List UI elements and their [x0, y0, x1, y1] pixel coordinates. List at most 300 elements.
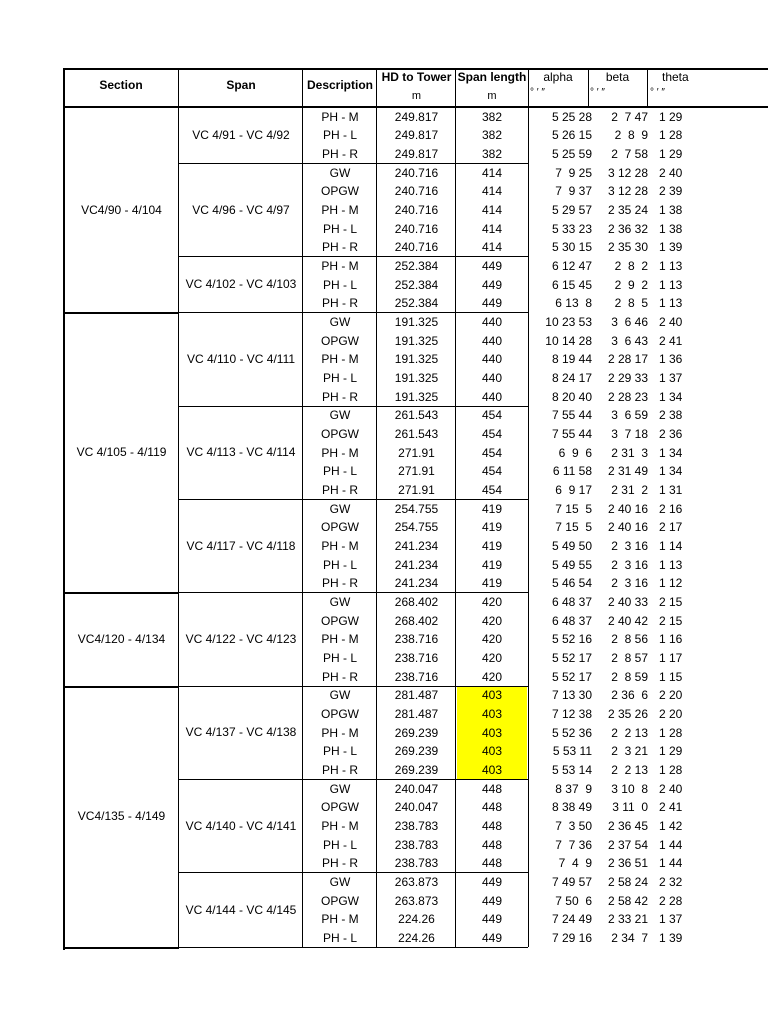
hd-to-tower-cell: 268.402 [394, 594, 439, 609]
description-cell: PH - M [321, 725, 359, 740]
group-top-border [302, 312, 378, 313]
alpha-cell: 6 12 47 [551, 258, 592, 273]
description-cell: PH - M [321, 352, 359, 367]
alpha-cell: 5 33 23 [551, 221, 592, 236]
description-left-border [302, 686, 303, 779]
description-cell: PH - L [322, 464, 357, 479]
alpha-cell: 8 19 44 [551, 352, 592, 367]
hd-to-tower-cell: 263.873 [394, 893, 439, 908]
hd-to-tower-cell: 241.234 [394, 538, 439, 553]
beta-cell: 2 29 33 [607, 370, 648, 385]
header-description: Description [306, 78, 373, 92]
description-cell: PH - L [322, 650, 357, 665]
section-cell: VC4/135 - 4/149 [77, 809, 166, 824]
beta-cell: 2 2 13 [611, 725, 648, 740]
hd-to-tower-cell: 238.783 [394, 856, 439, 871]
span-left-border [178, 779, 179, 872]
theta-cell: 1 39 [659, 240, 683, 255]
description-cell: PH - M [321, 109, 359, 124]
span-length-cell: 403 [481, 706, 503, 721]
span-length-cell: 440 [481, 333, 503, 348]
hd-to-tower-cell: 191.325 [394, 370, 439, 385]
beta-cell: 3 11 0 [612, 800, 648, 815]
beta-cell: 2 28 23 [607, 389, 648, 404]
span-length-cell: 414 [481, 184, 503, 199]
section-bottom-border [63, 312, 179, 314]
hd-to-tower-cell: 191.325 [394, 352, 439, 367]
span-length-cell: 449 [481, 296, 503, 311]
theta-cell: 1 29 [659, 109, 683, 124]
beta-cell: 2 8 9 [614, 128, 648, 143]
header-divider [376, 68, 377, 108]
description-cell: PH - M [321, 632, 359, 647]
header-divider [178, 68, 179, 108]
description-cell: OPGW [321, 613, 359, 628]
span-left-border [178, 499, 179, 592]
row-group-bottom-border [378, 947, 528, 948]
hd-to-tower-cell: 271.91 [398, 464, 435, 479]
span-length-cell: 419 [481, 538, 503, 553]
description-cell: OPGW [321, 706, 359, 721]
hd-to-tower-cell: 240.716 [394, 165, 439, 180]
hd-left-border [376, 872, 377, 947]
header-alpha-dms: ° ′ ″ [530, 87, 545, 98]
description-cell: PH - R [322, 482, 358, 497]
length-left-border [455, 256, 456, 312]
header-divider [647, 68, 648, 108]
description-cell: PH - M [321, 202, 359, 217]
alpha-cell: 8 24 17 [551, 370, 592, 385]
span-length-cell: 440 [481, 389, 503, 404]
span-length-cell: 403 [481, 762, 503, 777]
span-length-cell: 414 [481, 240, 503, 255]
span-length-cell: 454 [481, 482, 503, 497]
length-left-border [455, 406, 456, 499]
theta-cell: 1 42 [659, 818, 683, 833]
span-length-cell: 449 [481, 912, 503, 927]
alpha-cell: 7 50 6 [555, 893, 592, 908]
hd-to-tower-cell: 224.26 [398, 912, 435, 927]
beta-cell: 3 12 28 [607, 184, 648, 199]
theta-cell: 2 40 [659, 781, 683, 796]
beta-cell: 2 34 7 [611, 930, 648, 945]
hd-to-tower-cell: 261.543 [394, 426, 439, 441]
theta-cell: 2 20 [659, 706, 683, 721]
alpha-cell: 10 23 53 [545, 314, 592, 329]
hd-to-tower-cell: 241.234 [394, 576, 439, 591]
beta-cell: 3 6 43 [611, 333, 648, 348]
span-length-cell: 454 [481, 408, 503, 423]
span-length-cell: 414 [481, 221, 503, 236]
theta-cell: 1 31 [659, 482, 683, 497]
span-length-cell: 382 [481, 146, 503, 161]
beta-cell: 2 33 21 [607, 912, 648, 927]
span-length-cell: 420 [481, 632, 503, 647]
alpha-cell: 5 49 50 [551, 538, 592, 553]
span-length-cell: 419 [481, 576, 503, 591]
description-cell: OPGW [321, 893, 359, 908]
span-length-cell: 454 [481, 445, 503, 460]
description-cell: PH - L [322, 557, 357, 572]
hd-to-tower-cell: 238.716 [394, 669, 439, 684]
theta-cell: 1 13 [659, 557, 683, 572]
beta-cell: 3 12 28 [607, 165, 648, 180]
span-length-cell: 420 [481, 669, 503, 684]
description-cell: PH - L [322, 930, 357, 945]
section-cell: VC4/120 - 4/134 [77, 632, 166, 647]
theta-cell: 1 34 [659, 389, 683, 404]
theta-cell: 2 32 [659, 874, 683, 889]
description-cell: PH - R [322, 296, 358, 311]
theta-cell: 1 28 [659, 128, 683, 143]
alpha-cell: 7 55 44 [551, 426, 592, 441]
theta-cell: 1 16 [659, 632, 683, 647]
span-length-cell: 420 [481, 650, 503, 665]
theta-cell: 2 40 [659, 165, 683, 180]
length-right-border [528, 686, 529, 779]
alpha-cell: 5 53 14 [551, 762, 592, 777]
section-bottom-border [63, 686, 179, 688]
span-length-cell: 403 [481, 744, 503, 759]
beta-cell: 2 28 17 [607, 352, 648, 367]
alpha-cell: 5 30 15 [551, 240, 592, 255]
beta-cell: 2 40 33 [607, 594, 648, 609]
span-length-cell: 419 [481, 501, 503, 516]
hd-to-tower-cell: 240.716 [394, 221, 439, 236]
length-right-border [528, 312, 529, 405]
hd-to-tower-cell: 238.783 [394, 837, 439, 852]
theta-cell: 2 15 [659, 613, 683, 628]
span-length-cell: 440 [481, 314, 503, 329]
theta-cell: 1 17 [659, 650, 683, 665]
header-divider [302, 68, 303, 108]
span-cell: VC 4/137 - VC 4/138 [185, 725, 297, 740]
length-left-border [455, 499, 456, 592]
header-alpha: alpha [543, 70, 573, 84]
hd-to-tower-cell: 249.817 [394, 128, 439, 143]
span-length-cell: 414 [481, 165, 503, 180]
span-length-cell: 448 [481, 818, 503, 833]
alpha-cell: 5 52 16 [551, 632, 592, 647]
header-beta-dms: ° ′ ″ [590, 87, 605, 98]
alpha-cell: 7 4 9 [558, 856, 592, 871]
theta-cell: 2 38 [659, 408, 683, 423]
hd-to-tower-cell: 238.716 [394, 650, 439, 665]
header-section: Section [99, 78, 143, 92]
hd-left-border [376, 256, 377, 312]
theta-cell: 1 12 [659, 576, 683, 591]
hd-to-tower-cell: 241.234 [394, 557, 439, 572]
alpha-cell: 5 52 17 [551, 650, 592, 665]
hd-to-tower-cell: 252.384 [394, 296, 439, 311]
description-cell: GW [329, 165, 351, 180]
span-length-cell: 420 [481, 613, 503, 628]
theta-cell: 2 16 [659, 501, 683, 516]
theta-cell: 1 28 [659, 762, 683, 777]
description-left-border [302, 312, 303, 405]
hd-to-tower-cell: 191.325 [394, 314, 439, 329]
alpha-cell: 5 52 17 [551, 669, 592, 684]
theta-cell: 1 44 [659, 856, 683, 871]
beta-cell: 2 58 24 [607, 874, 648, 889]
description-cell: OPGW [321, 520, 359, 535]
alpha-cell: 7 9 37 [555, 184, 592, 199]
theta-cell: 1 29 [659, 744, 683, 759]
theta-cell: 1 38 [659, 202, 683, 217]
length-right-border [528, 163, 529, 256]
beta-cell: 3 6 59 [611, 408, 648, 423]
beta-cell: 2 36 45 [607, 818, 648, 833]
beta-cell: 2 31 49 [607, 464, 648, 479]
group-top-border [302, 499, 378, 500]
beta-cell: 2 36 32 [607, 221, 648, 236]
group-top-border [302, 686, 378, 687]
description-cell: OPGW [321, 333, 359, 348]
alpha-cell: 6 13 8 [555, 296, 592, 311]
alpha-cell: 8 20 40 [551, 389, 592, 404]
hd-to-tower-cell: 252.384 [394, 258, 439, 273]
hd-to-tower-cell: 252.384 [394, 277, 439, 292]
hd-to-tower-cell: 240.716 [394, 184, 439, 199]
hd-to-tower-cell: 249.817 [394, 146, 439, 161]
description-left-border [302, 592, 303, 685]
hd-to-tower-cell: 238.783 [394, 818, 439, 833]
alpha-cell: 10 14 28 [545, 333, 592, 348]
beta-cell: 2 35 26 [607, 706, 648, 721]
header-theta-dms: ° ′ ″ [650, 87, 665, 98]
theta-cell: 1 37 [659, 370, 683, 385]
header-top-border [63, 68, 768, 70]
theta-cell: 2 41 [659, 800, 683, 815]
beta-cell: 2 7 58 [611, 146, 648, 161]
theta-cell: 1 37 [659, 912, 683, 927]
description-cell: PH - R [322, 669, 358, 684]
hd-to-tower-cell: 261.543 [394, 408, 439, 423]
alpha-cell: 7 12 38 [551, 706, 592, 721]
span-cell: VC 4/102 - VC 4/103 [185, 277, 297, 292]
span-length-cell: 403 [481, 725, 503, 740]
group-top-border [302, 163, 378, 164]
length-right-border [528, 256, 529, 312]
header-beta: beta [605, 70, 630, 84]
length-left-border [455, 312, 456, 405]
hd-to-tower-cell: 269.239 [394, 725, 439, 740]
theta-cell: 1 15 [659, 669, 683, 684]
theta-cell: 1 29 [659, 146, 683, 161]
alpha-cell: 7 49 57 [551, 874, 592, 889]
alpha-cell: 6 48 37 [551, 613, 592, 628]
theta-cell: 2 17 [659, 520, 683, 535]
alpha-cell: 6 9 17 [555, 482, 592, 497]
length-left-border [455, 107, 456, 163]
span-cell: VC 4/122 - VC 4/123 [185, 632, 297, 647]
theta-cell: 2 40 [659, 314, 683, 329]
beta-cell: 2 3 16 [611, 557, 648, 572]
span-length-cell: 449 [481, 930, 503, 945]
group-top-border [302, 592, 378, 593]
hd-to-tower-cell: 271.91 [398, 445, 435, 460]
alpha-cell: 6 9 6 [558, 445, 592, 460]
span-length-cell: 449 [481, 893, 503, 908]
beta-cell: 2 3 16 [611, 576, 648, 591]
alpha-cell: 7 15 5 [555, 501, 592, 516]
description-cell: OPGW [321, 800, 359, 815]
description-cell: GW [329, 688, 351, 703]
span-length-cell: 420 [481, 594, 503, 609]
alpha-cell: 8 38 49 [551, 800, 592, 815]
theta-cell: 1 44 [659, 837, 683, 852]
hd-to-tower-cell: 238.716 [394, 632, 439, 647]
description-cell: PH - L [322, 744, 357, 759]
length-left-border [455, 779, 456, 872]
beta-cell: 2 40 16 [607, 501, 648, 516]
beta-cell: 2 8 56 [611, 632, 648, 647]
header-divider [455, 68, 456, 108]
beta-cell: 3 6 46 [611, 314, 648, 329]
description-cell: PH - M [321, 818, 359, 833]
description-cell: PH - R [322, 146, 358, 161]
hd-to-tower-cell: 268.402 [394, 613, 439, 628]
description-cell: PH - M [321, 538, 359, 553]
hd-to-tower-cell: 269.239 [394, 744, 439, 759]
span-length-cell: 382 [481, 128, 503, 143]
alpha-cell: 7 29 16 [551, 930, 592, 945]
span-length-cell: 448 [481, 800, 503, 815]
span-cell: VC 4/110 - VC 4/111 [186, 352, 296, 367]
span-left-border [178, 872, 179, 947]
beta-cell: 2 40 42 [607, 613, 648, 628]
span-length-cell: 440 [481, 352, 503, 367]
alpha-cell: 7 55 44 [551, 408, 592, 423]
alpha-cell: 5 46 54 [551, 576, 592, 591]
header-divider [588, 68, 589, 108]
description-cell: GW [329, 874, 351, 889]
hd-left-border [376, 499, 377, 592]
beta-cell: 2 8 2 [614, 258, 648, 273]
description-cell: PH - M [321, 258, 359, 273]
length-right-border [528, 779, 529, 872]
header-span-unit: m [487, 90, 497, 102]
alpha-cell: 5 25 59 [551, 146, 592, 161]
hd-to-tower-cell: 249.817 [394, 109, 439, 124]
hd-to-tower-cell: 240.047 [394, 781, 439, 796]
theta-cell: 2 15 [659, 594, 683, 609]
theta-cell: 1 28 [659, 725, 683, 740]
description-cell: OPGW [321, 426, 359, 441]
span-length-cell: 448 [481, 837, 503, 852]
beta-cell: 2 36 6 [611, 688, 648, 703]
hd-left-border [376, 406, 377, 499]
span-cell: VC 4/96 - VC 4/97 [192, 202, 290, 217]
alpha-cell: 5 52 36 [551, 725, 592, 740]
description-cell: PH - L [322, 277, 357, 292]
length-left-border [455, 686, 456, 779]
description-cell: PH - M [321, 912, 359, 927]
description-cell: GW [329, 594, 351, 609]
span-length-cell: 454 [481, 426, 503, 441]
length-left-border [455, 872, 456, 947]
span-length-cell: 448 [481, 781, 503, 796]
theta-cell: 1 13 [659, 258, 683, 273]
theta-cell: 1 13 [659, 277, 683, 292]
beta-cell: 2 9 2 [614, 277, 648, 292]
length-right-border [528, 499, 529, 592]
span-left-border [178, 107, 179, 163]
group-top-border [302, 872, 378, 873]
section-bottom-border [63, 592, 179, 594]
alpha-cell: 7 7 36 [555, 837, 592, 852]
description-cell: PH - L [322, 837, 357, 852]
description-cell: GW [329, 314, 351, 329]
description-cell: PH - R [322, 762, 358, 777]
hd-to-tower-cell: 281.487 [394, 706, 439, 721]
header-hd-unit: m [411, 90, 422, 102]
alpha-cell: 5 53 11 [552, 744, 592, 759]
span-cell: VC 4/113 - VC 4/114 [186, 445, 296, 460]
span-bottom-border [178, 947, 378, 948]
description-cell: PH - R [322, 240, 358, 255]
hd-to-tower-cell: 224.26 [398, 930, 435, 945]
length-right-border [528, 107, 529, 163]
hd-to-tower-cell: 254.755 [394, 501, 439, 516]
description-cell: OPGW [321, 184, 359, 199]
hd-left-border [376, 312, 377, 405]
theta-cell: 1 36 [659, 352, 683, 367]
hd-to-tower-cell: 269.239 [394, 762, 439, 777]
length-left-border [455, 163, 456, 256]
description-cell: GW [329, 408, 351, 423]
description-cell: PH - L [322, 370, 357, 385]
header-span: Span [226, 78, 256, 92]
length-right-border [528, 872, 529, 947]
span-length-cell: 448 [481, 856, 503, 871]
length-left-border [455, 592, 456, 685]
beta-cell: 2 31 2 [611, 482, 648, 497]
description-cell: GW [329, 781, 351, 796]
alpha-cell: 6 15 45 [551, 277, 592, 292]
description-left-border [302, 779, 303, 872]
span-length-cell: 454 [481, 464, 503, 479]
span-left-border [178, 686, 179, 779]
beta-cell: 2 7 47 [611, 109, 648, 124]
span-length-cell: 403 [481, 688, 503, 703]
theta-cell: 1 13 [659, 296, 683, 311]
section-cell: VC4/90 - 4/104 [81, 202, 162, 217]
beta-cell: 2 3 16 [611, 538, 648, 553]
hd-to-tower-cell: 191.325 [394, 333, 439, 348]
theta-cell: 1 34 [659, 445, 683, 460]
span-length-cell: 419 [481, 557, 503, 572]
alpha-cell: 5 26 15 [551, 128, 592, 143]
hd-to-tower-cell: 240.716 [394, 202, 439, 217]
description-left-border [302, 256, 303, 312]
span-cell: VC 4/140 - VC 4/141 [185, 818, 297, 833]
theta-cell: 2 36 [659, 426, 683, 441]
group-top-border [302, 779, 378, 780]
beta-cell: 3 7 18 [611, 426, 648, 441]
description-cell: PH - R [322, 389, 358, 404]
alpha-cell: 8 37 9 [555, 781, 592, 796]
description-left-border [302, 872, 303, 947]
hd-left-border [376, 686, 377, 779]
group-top-border [302, 406, 378, 407]
theta-cell: 2 39 [659, 184, 683, 199]
section-bottom-border [63, 947, 179, 949]
description-left-border [302, 163, 303, 256]
alpha-cell: 7 24 49 [551, 912, 592, 927]
span-length-cell: 440 [481, 370, 503, 385]
span-length-cell: 449 [481, 277, 503, 292]
